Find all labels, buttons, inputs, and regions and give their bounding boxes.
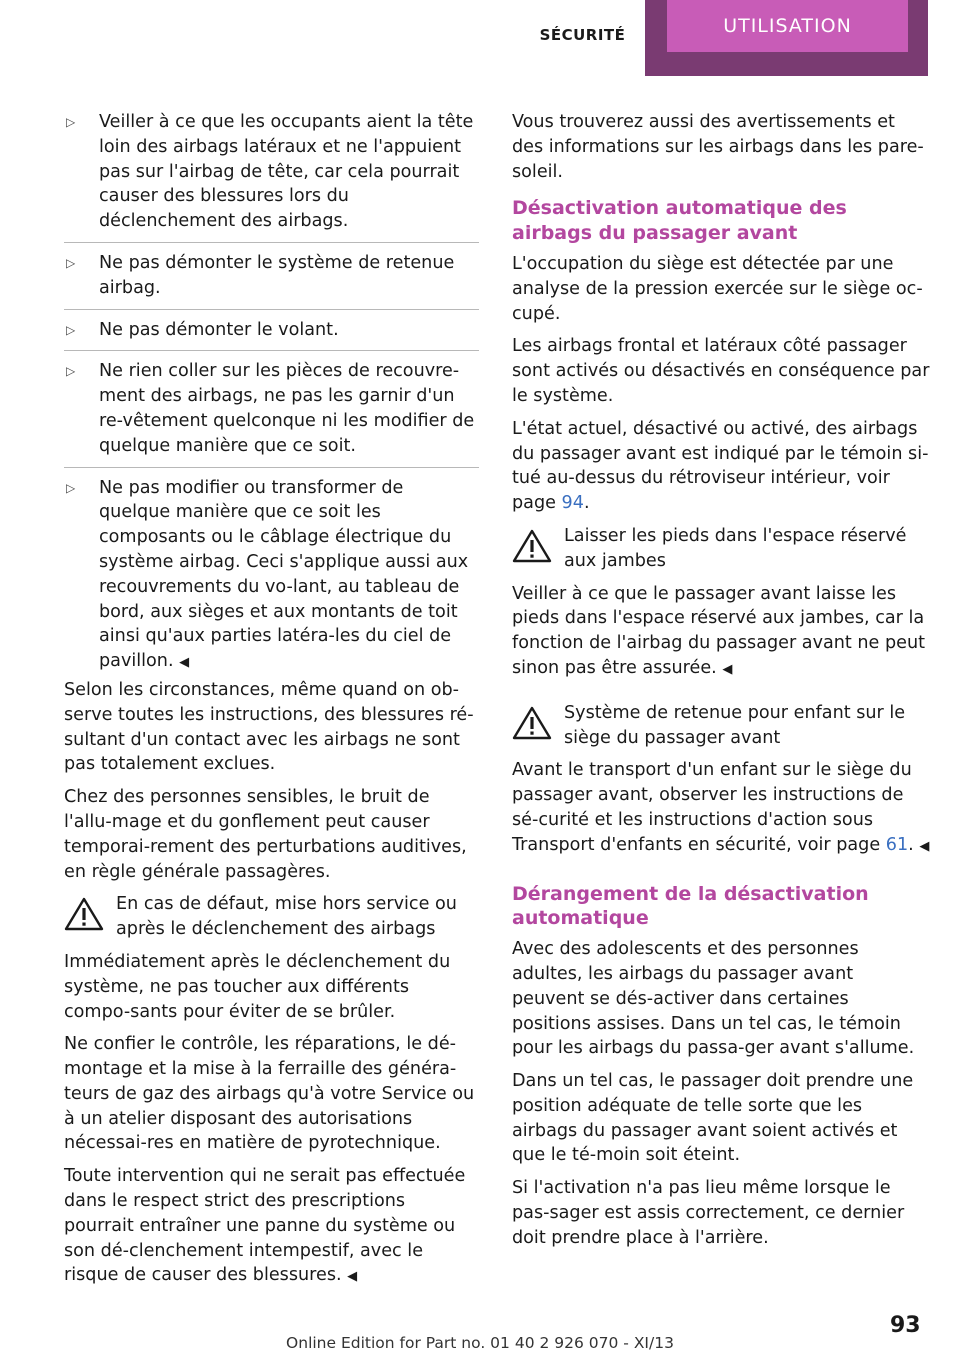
paragraph: Si l'activation n'a pas lieu même lorsque le pas-sager est assis correctement, ce dernier doit prendre place à l'arrière. bbox=[512, 1178, 905, 1248]
paragraph: L'occupation du siège est détectée par une analyse de la pression exercée sur le siège oc-cupé. bbox=[512, 253, 923, 324]
warning-icon bbox=[512, 705, 552, 741]
warning-icon bbox=[64, 896, 104, 932]
paragraph bbox=[512, 582, 930, 683]
paragraph: Avec des adolescents et des personnes adultes, les airbags du passager avant peuvent se dés-activer dans certaines positions assises. Dans un tel cas, le témoin pour les airbags du passa-ger avant s'allume. bbox=[512, 939, 915, 1059]
left-column bbox=[64, 110, 479, 1298]
footer-edition: Online Edition for Part no. 01 40 2 926 070 - XI/13 bbox=[286, 1334, 674, 1352]
tab-utilisation bbox=[645, 0, 928, 76]
bullet-list bbox=[64, 110, 479, 676]
paragraph bbox=[64, 1164, 479, 1290]
bullet-triangle-icon: ▷ bbox=[66, 115, 76, 129]
bullet-item bbox=[64, 359, 479, 467]
paragraph: Selon les circonstances, même quand on ob-serve toutes les instructions, des blessures ré-sultant d'un contact avec les airbags ne sont pas totalement exclues. bbox=[64, 679, 474, 775]
bullet-item bbox=[64, 110, 479, 243]
end-mark-icon: ◀ bbox=[919, 838, 930, 854]
section-heading: Désactivation automatique des airbags du passager avant bbox=[512, 197, 847, 245]
bullet-text: Veiller à ce que les occupants aient la tête loin des airbags latéraux et ne l'appuient pas sur l'airbag de tête, car cela pourrait causer des blessures lors du déclenchement des airbags. bbox=[99, 112, 474, 232]
bullet-item bbox=[64, 476, 479, 676]
warning-icon bbox=[512, 528, 552, 564]
bullet-item bbox=[64, 318, 479, 352]
end-mark-icon: ◀ bbox=[179, 655, 190, 671]
warning-block bbox=[512, 524, 930, 574]
paragraph bbox=[512, 758, 930, 859]
paragraph: Vous trouverez aussi des avertissements et des informations sur les airbags dans les pare-soleil. bbox=[512, 112, 924, 182]
paragraph: Ne confier le contrôle, les réparations, le dé-montage et la mise à la ferraille des généra-teurs de gaz des airbags qu'à votre Service ou à un atelier disposant des autorisations nécessai-res en matière de pyrotechnique. bbox=[64, 1034, 475, 1154]
tab-utilisation-inner bbox=[667, 0, 908, 52]
bullet-triangle-icon: ▷ bbox=[66, 322, 76, 337]
right-column bbox=[512, 110, 930, 1259]
warning-block bbox=[512, 701, 930, 751]
bullet-item bbox=[64, 251, 479, 310]
page-link[interactable]: 94 bbox=[561, 493, 584, 514]
paragraph: Chez des personnes sensibles, le bruit de l'allu-mage et du gonflement peut causer temporai-rement des perturbations auditives, en règle générale passagères. bbox=[64, 787, 467, 882]
page-link[interactable]: 61 bbox=[885, 834, 909, 855]
warning-block bbox=[64, 892, 479, 942]
bullet-triangle-icon: ▷ bbox=[66, 364, 76, 379]
warning-title: En cas de défaut, mise hors service ou après le déclenchement des airbags bbox=[116, 894, 457, 940]
paragraph: Les airbags frontal et latéraux côté passager sont activés ou désactivés en conséquence par le système. bbox=[512, 336, 930, 406]
end-mark-icon: ◀ bbox=[347, 1269, 358, 1285]
warning-title: Système de retenue pour enfant sur le siège du passager avant bbox=[564, 702, 906, 748]
bullet-text: Ne pas modifier ou transformer de quelque manière que ce soit les composants ou le câblage électrique du système airbag. Ceci s'applique aussi aux recouvrements du vo-lant, au tableau de bord, aux sièges et aux montants de toit ainsi qu'aux parties latéra-les du ciel de pavillon. bbox=[99, 477, 469, 672]
paragraph: Immédiatement après le déclenchement du système, ne pas toucher aux différents compo-sants pour éviter de se brûler. bbox=[64, 951, 451, 1022]
paragraph-text: L'état actuel, désactivé ou activé, des airbags du passager avant est indiqué par le témoin si-tué au-dessus du rétroviseur intérieur, voir page bbox=[512, 418, 929, 514]
bullet-triangle-icon: ▷ bbox=[66, 255, 76, 270]
page-number: 93 bbox=[890, 1313, 921, 1338]
paragraph-text: Avant le transport d'un enfant sur le siège du passager avant, observer les instructions de sé-curité et les instructions d'action sous Transport d'enfants en sécurité, voir page bbox=[512, 760, 912, 855]
bullet-text: Ne pas démonter le système de retenue airbag. bbox=[99, 252, 455, 298]
tab-securite bbox=[520, 0, 645, 76]
bullet-text: Ne pas démonter le volant. bbox=[99, 319, 339, 340]
warning-title: Laisser les pieds dans l'espace réservé aux jambes bbox=[564, 525, 907, 571]
tab-utilisation-label: UTILISATION bbox=[723, 15, 852, 37]
paragraph-text: Veiller à ce que le passager avant laisse les pieds dans l'espace réservé aux jambes, car la fonction de l'airbag du passager avant ne peut sinon pas être assurée. bbox=[512, 583, 926, 678]
paragraph-text: . bbox=[908, 834, 914, 855]
end-mark-icon: ◀ bbox=[722, 661, 733, 677]
bullet-text: Ne rien coller sur les pièces de recouvre-ment des airbags, ne pas les garnir d'un re-vêtement quelconque ni les modifier de quelque manière que ce soit. bbox=[99, 361, 475, 456]
paragraph: Dans un tel cas, le passager doit prendre une position adéquate de telle sorte que les airbags du passager avant soient activés et que le té-moin soit éteint. bbox=[512, 1071, 914, 1166]
tab-securite-label: SÉCURITÉ bbox=[539, 26, 626, 44]
paragraph bbox=[512, 417, 930, 516]
bullet-triangle-icon: ▷ bbox=[66, 480, 76, 495]
section-heading: Dérangement de la désactivation automatique bbox=[512, 882, 869, 930]
paragraph-text: Toute intervention qui ne serait pas effectuée dans le respect strict des prescriptions pourrait entraîner une panne du système ou son dé-clenchement intempestif, avec le risque de causer des blessures. bbox=[64, 1166, 466, 1286]
paragraph-text: . bbox=[583, 493, 590, 514]
